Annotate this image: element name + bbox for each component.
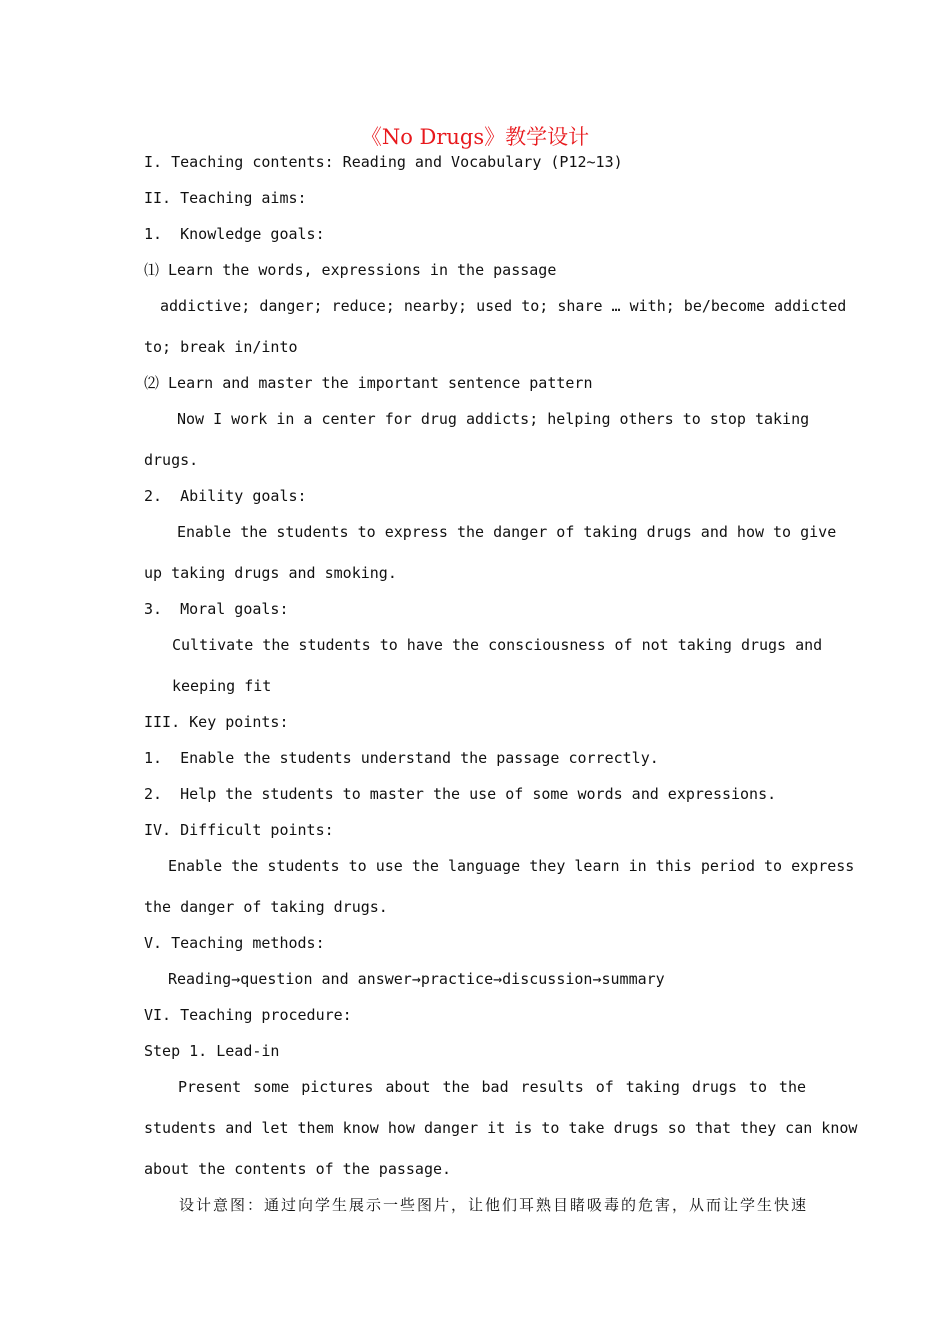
moral-goals-line-1: Cultivate the students to have the consciousness of not taking drugs and <box>172 636 823 654</box>
sentence-pattern-line-1: Now I work in a center for drug addicts; helping others to stop taking <box>177 410 810 428</box>
document-title: 《No Drugs》教学设计 <box>360 125 590 149</box>
design-intent-line: 设计意图：通过向学生展示一些图片，让他们耳熟目睹吸毒的危害，从而让学生快速 <box>179 1196 806 1214</box>
moral-goals-line-2: keeping fit <box>172 677 272 695</box>
step-1-line-2: students and let them know how danger it is to take drugs so that they can know <box>144 1119 858 1137</box>
knowledge-goal-2: ⑵ Learn and master the important sentence pattern <box>144 374 593 392</box>
teaching-procedure-heading: VI. Teaching procedure: <box>144 1006 352 1024</box>
sentence-pattern-line-2: drugs. <box>144 451 199 469</box>
key-points-heading: III. Key points: <box>144 713 289 731</box>
ability-goals-heading: 2. Ability goals: <box>144 487 307 505</box>
vocabulary-list-line-1: addictive; danger; reduce; nearby; used to; share … with; be/become addicted <box>160 297 847 315</box>
difficult-points-heading: IV. Difficult points: <box>144 821 334 839</box>
section-teaching-aims-heading: II. Teaching aims: <box>144 189 307 207</box>
teaching-methods-heading: V. Teaching methods: <box>144 934 325 952</box>
teaching-methods-line: Reading→question and answer→practice→discussion→summary <box>168 970 665 988</box>
difficult-points-line-1: Enable the students to use the language they learn in this period to express <box>168 857 855 875</box>
step-1-heading: Step 1. Lead-in <box>144 1042 280 1060</box>
step-1-line-3: about the contents of the passage. <box>144 1160 452 1178</box>
difficult-points-line-2: the danger of taking drugs. <box>144 898 388 916</box>
knowledge-goals-heading: 1. Knowledge goals: <box>144 225 325 243</box>
knowledge-goal-1: ⑴ Learn the words, expressions in the passage <box>144 261 557 279</box>
key-point-2: 2. Help the students to master the use of some words and expressions. <box>144 785 777 803</box>
ability-goals-line-1: Enable the students to express the danger of taking drugs and how to give <box>177 523 837 541</box>
step-1-line-1: Present some pictures about the bad results of taking drugs to the <box>178 1078 806 1096</box>
vocabulary-list-line-2: to; break in/into <box>144 338 298 356</box>
section-teaching-contents: I. Teaching contents: Reading and Vocabulary (P12~13) <box>144 153 623 171</box>
key-point-1: 1. Enable the students understand the passage correctly. <box>144 749 659 767</box>
moral-goals-heading: 3. Moral goals: <box>144 600 289 618</box>
ability-goals-line-2: up taking drugs and smoking. <box>144 564 397 582</box>
